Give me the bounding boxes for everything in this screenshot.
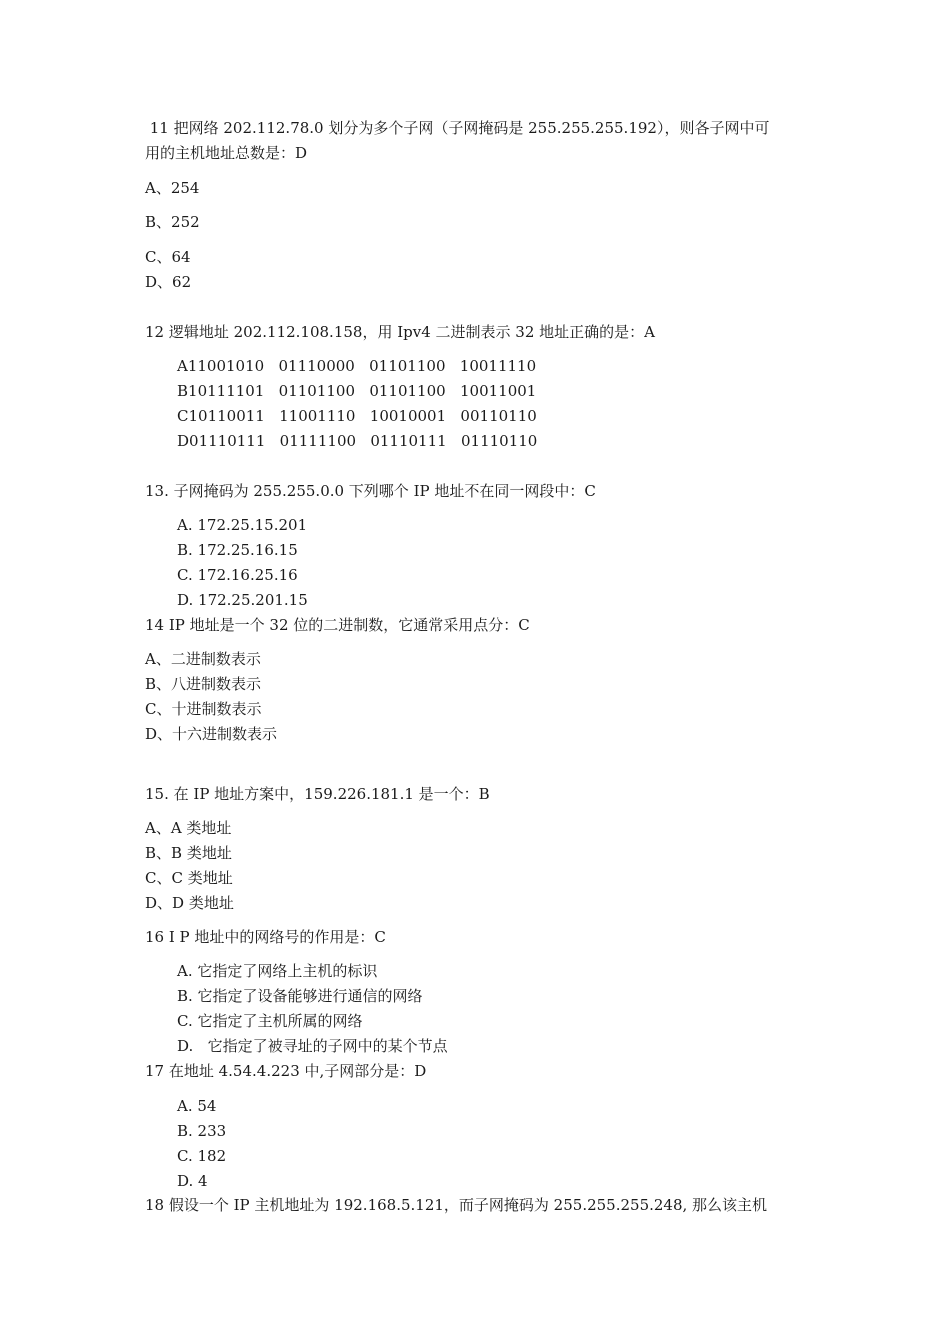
question-15: 15. 在 IP 地址方案中，159.226.181.1 是一个：B [145,785,490,803]
q17-option-a: A. 54 [177,1097,217,1115]
q15-option-d: D、D 类地址 [145,894,234,912]
q12-option-a: A11001010 01110000 01101100 10011110 [177,357,537,375]
q11-option-c: C、64 [145,248,191,266]
q14-option-d: D、十六进制数表示 [145,725,278,743]
q11-option-a: A、254 [145,179,200,197]
q17-option-c: C. 182 [177,1147,227,1165]
q16-option-c: C. 它指定了主机所属的网络 [177,1012,363,1030]
q15-option-a: A、A 类地址 [145,819,232,837]
q17-option-d: D. 4 [177,1172,208,1190]
question-13: 13. 子网掩码为 255.255.0.0 下列哪个 IP 地址不在同一网段中：C [145,482,596,500]
q15-option-b: B、B 类地址 [145,844,232,862]
question-18-line-1: 18 假设一个 IP 主机地址为 192.168.5.121，而子网掩码为 255.255.255.248, 那么该主机 [145,1196,768,1214]
q12-option-b: B10111101 01101100 01101100 10011001 [177,382,537,400]
question-17: 17 在地址 4.54.4.223 中,子网部分是：D [145,1062,427,1080]
question-11-line-2: 用的主机地址总数是：D [145,144,308,162]
q11-option-d: D、62 [145,273,192,291]
q13-option-d: D. 172.25.201.15 [177,591,308,609]
q16-option-b: B. 它指定了设备能够进行通信的网络 [177,987,423,1005]
question-16: 16 I P 地址中的网络号的作用是：C [145,928,386,946]
q14-option-c: C、十进制数表示 [145,700,262,718]
q16-option-d: D. 它指定了被寻址的子网中的某个节点 [177,1037,448,1055]
q11-option-b: B、252 [145,213,200,231]
q12-option-d: D01110111 01111100 01110111 01110110 [177,432,538,450]
q13-option-b: B. 172.25.16.15 [177,541,298,559]
question-14: 14 IP 地址是一个 32 位的二进制数，它通常采用点分：C [145,616,530,634]
q13-option-a: A. 172.25.15.201 [177,516,308,534]
q14-option-a: A、二进制数表示 [145,650,261,668]
q16-option-a: A. 它指定了网络上主机的标识 [177,962,378,980]
q14-option-b: B、八进制数表示 [145,675,262,693]
q15-option-c: C、C 类地址 [145,869,233,887]
q12-option-c: C10110011 11001110 10010001 00110110 [177,407,537,425]
question-11-line-1: 11 把网络 202.112.78.0 划分为多个子网（子网掩码是 255.255.255.192），则各子网中可 [145,119,770,137]
question-12: 12 逻辑地址 202.112.108.158，用 Ipv4 二进制表示 32 地址正确的是：A [145,323,655,341]
q17-option-b: B. 233 [177,1122,227,1140]
q13-option-c: C. 172.16.25.16 [177,566,298,584]
